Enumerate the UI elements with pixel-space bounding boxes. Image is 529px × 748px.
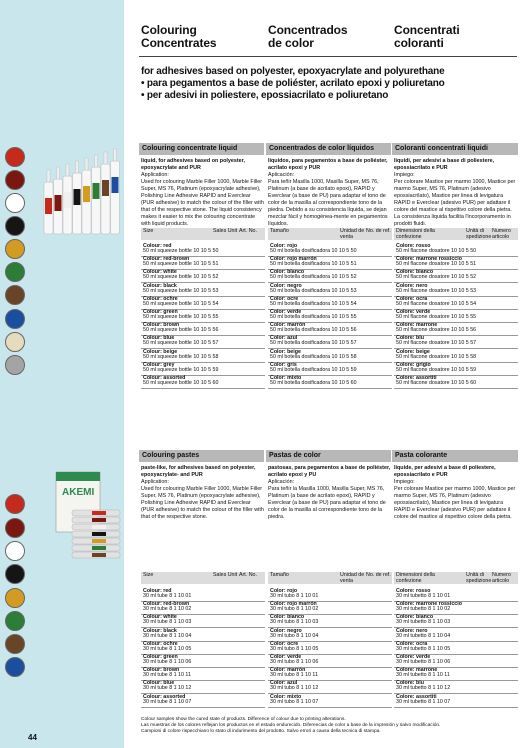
color-swatch <box>5 170 25 190</box>
table-row: Color: gris 50 ml botella dosificadora 10 10 5 59 <box>270 361 357 373</box>
header-rule <box>139 56 517 57</box>
bottle-shape <box>101 152 110 234</box>
table-row: Color: rojo marrón 50 ml botella dosificadora 10 10 5 51 <box>270 256 357 268</box>
color-swatch <box>5 657 25 677</box>
bottle-shape <box>92 155 101 234</box>
section-intro: líquidos, para pegamentos a base de poliéster, acrilato epoxi y PUR Aplicación: Para teñir Masilla 1000, Masilla Super, MS 76, Platinum (a base de acrilato epoxi), RAPID y Everclear (a base de PU) para adaptar el tono de color de la masilla al correspondiente tono de la piedra. Debido a su consistencia líquida, se dejan mezclar fácil y homogénea-mente en pegamentos líquidos. <box>268 158 388 227</box>
section-intro: pastosas, para pegamentos a base de poliéster, acrilato epoxi y PU Aplicación: Para teñir la Masilla 1000, Masilla Super, MS 76, Platinum (a base de acrilato epoxi), RAPID y Everclear (a base de PU) para adaptar el tono de color de la masilla al correspondiente tono de la piedra. <box>268 465 391 520</box>
tube-shape <box>72 545 120 551</box>
tube-shape <box>72 538 120 544</box>
row-divider <box>394 388 518 389</box>
table-row: Colore: nero 30 ml tubetto 8 1 10 04 <box>396 627 451 639</box>
color-swatch <box>5 216 25 236</box>
section-intro: liquidi, per adesivi a base di poliestere, epossiacrilato e PUR Impiego: Per colorare Mastice per marmo 1000, Mastice per marmo Super, MS 76, Platinum (adesivo epossiacrilato), Mastice per linea di levigatura RAPID e Everclear (adesivo PUR) per adattare il colore del mastice al rispettivo colore della pietra. La consistenza liquida facilita l'incorporamento in prodotti fluidi. <box>394 158 516 227</box>
table-row: Colore: marrone 30 ml tubetto 8 1 10 11 <box>396 667 450 679</box>
table-row: Colore: rosso 50 ml flacone dosatore 10 10 5 50 <box>396 243 477 254</box>
table-row: Colour: grey 50 ml squeeze bottle 10 10 5 59 <box>143 361 219 373</box>
color-swatch <box>5 541 25 561</box>
row-divider <box>268 388 392 389</box>
table-row: Color: verde 30 ml tubo 8 1 10 06 <box>270 654 319 665</box>
tube-shape <box>72 517 120 523</box>
bottle-shape <box>54 167 63 234</box>
table-row: Colour: white 30 ml tube 8 1 10 03 <box>143 614 192 626</box>
bottle-shape <box>44 170 53 234</box>
table-row: Colore: assortiti 30 ml tubetto 8 1 10 07 <box>396 693 451 705</box>
table-row: Color: blanco 50 ml botella dosificadora 10 10 5 52 <box>270 269 357 281</box>
color-swatch <box>5 147 25 167</box>
bottle-shape <box>111 149 120 234</box>
tube-shape <box>72 552 120 558</box>
subtitle: for adhesives based on polyester, epoxyacrylate and polyurethane • para pegamentos a base de poliéster, acrilato epoxi y poliuretano • per adesivi in poliestere, epossiacrilato e poliuretano <box>141 66 445 101</box>
table-header: Dimensioni della confezione Unità di spedizione Numero articolo <box>394 228 518 240</box>
akemi-logo: AKEMI <box>62 487 95 498</box>
table-row: Colore: marrone rossiccio 30 ml tubetto 8 1 10 02 <box>396 601 462 613</box>
section-title: Colouring concentrate liquid <box>139 143 264 155</box>
table-row: Colore: verde 50 ml flacone dosatore 10 10 5 55 <box>396 309 477 320</box>
table-row: Colore: marrone rossiccio 50 ml flacone dosatore 10 10 5 51 <box>396 256 477 268</box>
header-col2: Concentrados de color <box>268 23 348 50</box>
table-row: Color: negro 50 ml botella dosificadora 10 10 5 53 <box>270 282 357 294</box>
table-row: Colour: ochre 50 ml squeeze bottle 10 10 5 54 <box>143 295 219 307</box>
color-swatch <box>5 355 25 375</box>
table-row: Colour: assorted 30 ml tube 8 1 10 07 <box>143 693 192 705</box>
section-intro: paste-like, for adhesives based on polyester, epoxyacrylate- and PUR Application: Used for colouring Marble Filler 1000, Marble Filler Super, MS 76, Platinum (epoxyacrylate adhesive), Polishing Line Adhesive RAPID and Everclear (PUR adhesive) to match the colour of the filler with that of the respective stone. <box>141 465 264 520</box>
bottle-shape <box>73 161 82 234</box>
color-swatch <box>5 494 25 514</box>
bottle-shape <box>63 164 72 234</box>
section-title: Concentrados de color líquidos <box>266 143 391 155</box>
tubes-image <box>52 470 124 568</box>
table-row: Colore: verde 30 ml tubetto 8 1 10 06 <box>396 654 451 665</box>
swatch-strip <box>0 0 124 748</box>
table-row: Color: ocre 30 ml tubo 8 1 10 05 <box>270 640 319 652</box>
header-col3: Concentrati coloranti <box>394 23 460 50</box>
table-row: Color: marrón 30 ml tubo 8 1 10 11 <box>270 667 318 679</box>
bottles-image <box>40 144 124 239</box>
footnote: Colour samples show the cured state of products. Difference of colour due to printing alterations. Las muestras de los colores reflejan los productos en el estado endurecido. Diferencias de color a base de la impresión y salvo modificación. Campioni di colore rispecchiano lo stato di indurimento del prodotto. Salvo errori a causa della tecnica di stampa. <box>141 717 441 734</box>
bottle-photo <box>40 144 124 239</box>
table-row: Color: rojo marrón 30 ml tubo 8 1 10 02 <box>270 601 319 613</box>
table-row: Color: mixto 50 ml botella dosificadora 10 10 5 60 <box>270 375 357 386</box>
table-row: Colour: blue 30 ml tube 8 1 10 12 <box>143 680 192 692</box>
color-swatch <box>5 518 25 538</box>
table-row: Color: marrón 50 ml botella dosificadora 10 10 5 56 <box>270 322 357 334</box>
table-row: Color: blanco 30 ml tubo 8 1 10 03 <box>270 614 319 626</box>
table-row: Colore: grigio 50 ml flacone dosatore 10 10 5 59 <box>396 361 477 373</box>
table-row: Colore: assortiti 50 ml flacone dosatore 10 10 5 60 <box>396 375 477 386</box>
table-row: Colour: black 50 ml squeeze bottle 10 10 5 53 <box>143 282 219 294</box>
color-swatch <box>5 634 25 654</box>
table-row: Color: rojo 30 ml tubo 8 1 10 01 <box>270 588 319 599</box>
color-swatch <box>5 193 25 213</box>
table-row: Color: verde 50 ml botella dosificadora 10 10 5 55 <box>270 309 357 320</box>
color-swatch <box>5 332 25 352</box>
color-swatch <box>5 564 25 584</box>
table-header: Tamaño Unidad de venta No. de ref. <box>270 228 391 240</box>
table-header: Size Sales Unit Art. No. <box>141 228 265 240</box>
header-col1: Colouring Concentrates <box>141 23 217 50</box>
color-swatch <box>5 309 25 329</box>
row-divider <box>141 707 265 708</box>
color-swatch <box>5 285 25 305</box>
section-intro: liquide, per adesivi a base di poliestere, epossiacrilato e PUR Impiego: Per colorare Mastice per marmo 1000, Mastice per marmo Super, MS 76, Platinum (adesivo epossiacrilato), Mastice per linea di levigatura RAPID e Everclear (adesivo PUR) per adattare il colore del mastice al rispettivo colore della pietra. <box>394 465 516 520</box>
table-header: Size Sales Unit Art. No. <box>141 572 265 584</box>
table-row: Color: mixto 30 ml tubo 8 1 10 07 <box>270 693 319 705</box>
color-swatch <box>5 239 25 259</box>
tube-shape <box>72 531 120 537</box>
color-swatch <box>5 611 25 631</box>
tube-photo <box>52 470 124 568</box>
section-title: Pasta colorante <box>392 450 518 462</box>
table-row: Colour: black 30 ml tube 8 1 10 04 <box>143 627 192 639</box>
table-row: Colore: blu 30 ml tubetto 8 1 10 12 <box>396 680 451 692</box>
table-row: Colore: ocra 30 ml tubetto 8 1 10 05 <box>396 640 451 652</box>
table-row: Colore: bianco 30 ml tubetto 8 1 10 03 <box>396 614 451 626</box>
table-row: Colore: marrone 50 ml flacone dosatore 10 10 5 56 <box>396 322 477 334</box>
table-row: Color: ocre 50 ml botella dosificadora 10 10 5 54 <box>270 295 357 307</box>
section-intro: liquid, for adhesives based on polyester, epoxyacrylate and PUR Application: Used for colouring Marble Filler 1000, Marble Filler Super, MS 76, Platinum (epoxyacrylate adhesive), Polishing Line Adhesive RAPID and Everclear (PUR adhesive) to match the colour of the filler with that of the respective stone. The liquid consistency makes it easier to mix the colouring concentrate with liquid products. <box>141 158 264 227</box>
table-row: Colour: assorted 50 ml squeeze bottle 10 10 5 60 <box>143 375 219 386</box>
table-row: Color: beige 50 ml botella dosificadora 10 10 5 58 <box>270 348 357 360</box>
table-row: Colour: red 50 ml squeeze bottle 10 10 5 50 <box>143 243 219 254</box>
table-row: Colour: green 50 ml squeeze bottle 10 10 5 55 <box>143 309 219 320</box>
table-row: Colore: bianco 50 ml flacone dosatore 10 10 5 52 <box>396 269 477 281</box>
table-row: Colour: red-brown 30 ml tube 8 1 10 02 <box>143 601 192 613</box>
table-row: Colour: red-brown 50 ml squeeze bottle 10 10 5 51 <box>143 256 219 268</box>
table-row: Colore: beige 50 ml flacone dosatore 10 10 5 58 <box>396 348 477 360</box>
table-row: Colour: ochre 30 ml tube 8 1 10 05 <box>143 640 192 652</box>
table-row: Colour: brown 50 ml squeeze bottle 10 10 5 56 <box>143 322 219 334</box>
section-title: Colouring pastes <box>139 450 264 462</box>
row-divider <box>141 388 265 389</box>
table-row: Colour: green 30 ml tube 8 1 10 06 <box>143 654 192 665</box>
table-row: Colour: red 30 ml tube 8 1 10 01 <box>143 588 192 599</box>
table-row: Colour: white 50 ml squeeze bottle 10 10 5 52 <box>143 269 219 281</box>
table-row: Color: rojo 50 ml botella dosificadora 10 10 5 50 <box>270 243 357 254</box>
table-row: Colour: brown 30 ml tube 8 1 10 11 <box>143 667 191 679</box>
table-row: Colour: beige 50 ml squeeze bottle 10 10 5 58 <box>143 348 219 360</box>
tube-shape <box>72 524 120 530</box>
bottle-shape <box>82 158 91 234</box>
table-header: Dimensioni della confezione Unità di spedizione Numero articolo <box>394 572 518 584</box>
table-header: Tamaño Unidad de venta No. de ref. <box>270 572 391 584</box>
page-number: 44 <box>28 733 37 742</box>
table-row: Colore: rosso 30 ml tubetto 8 1 10 01 <box>396 588 451 599</box>
tube-shape <box>72 510 120 516</box>
table-row: Color: azul 30 ml tubo 8 1 10 12 <box>270 680 319 692</box>
table-row: Color: azul 50 ml botella dosificadora 10 10 5 57 <box>270 335 357 347</box>
color-swatch <box>5 262 25 282</box>
row-divider <box>268 707 392 708</box>
section-title: Coloranti concentrati liquidi <box>392 143 518 155</box>
table-row: Colour: blue 50 ml squeeze bottle 10 10 5 57 <box>143 335 219 347</box>
table-row: Colore: nero 50 ml flacone dosatore 10 10 5 53 <box>396 282 477 294</box>
row-divider <box>394 707 518 708</box>
table-row: Color: negro 30 ml tubo 8 1 10 04 <box>270 627 319 639</box>
table-row: Colore: ocra 50 ml flacone dosatore 10 10 5 54 <box>396 295 477 307</box>
color-swatch <box>5 588 25 608</box>
section-title: Pastas de color <box>266 450 391 462</box>
table-row: Colore: blu 50 ml flacone dosatore 10 10 5 57 <box>396 335 477 347</box>
